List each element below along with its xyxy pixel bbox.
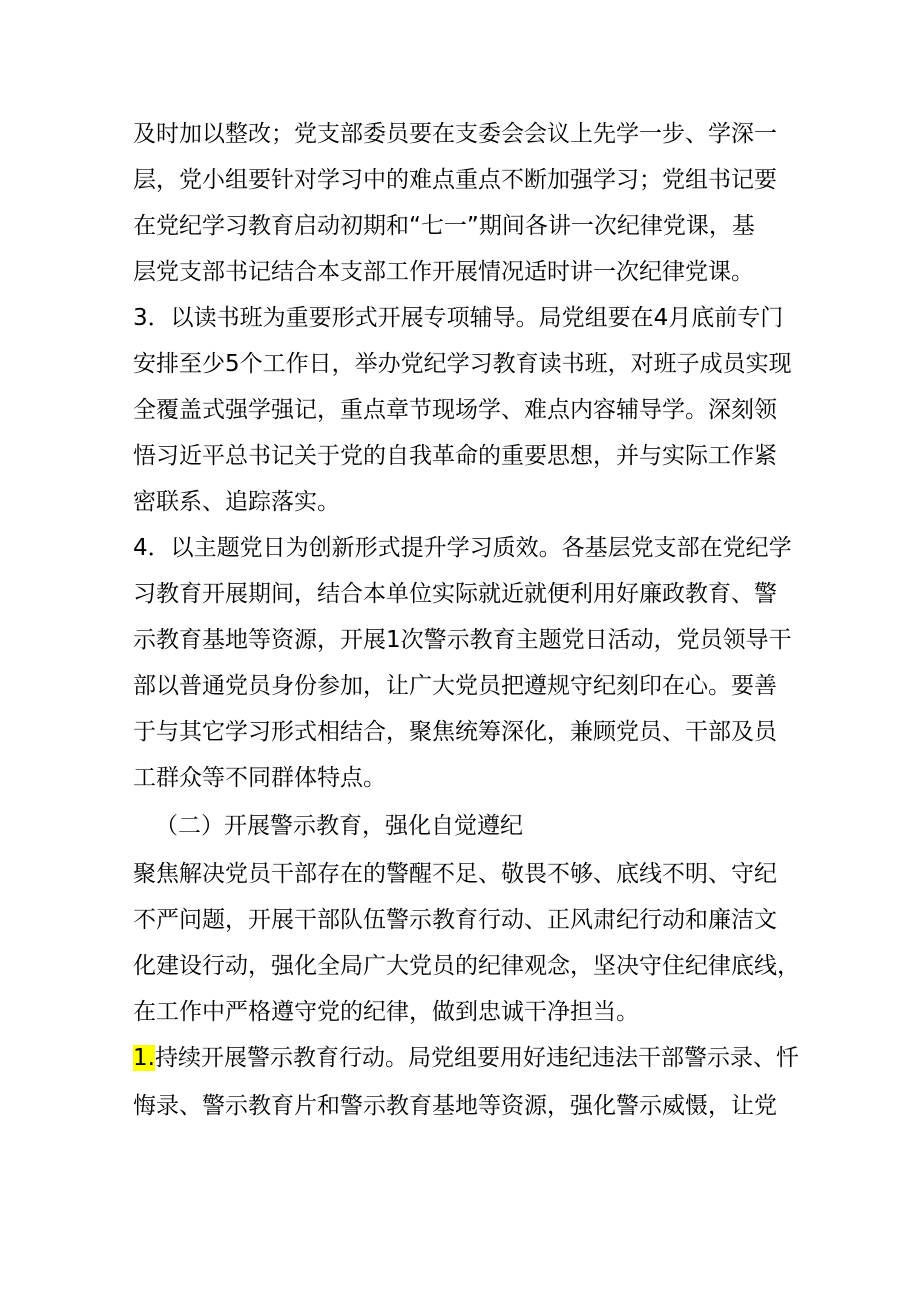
text-line-continuation: 持续开展警示教育行动。局党组要用好违纪违法干部警示录、忏 (154, 1045, 799, 1071)
text-line: 化建设行动，强化全局广大党员的纪律观念，坚决守住纪律底线， (133, 953, 800, 979)
text-line (133, 1038, 803, 1078)
text-line: 安排至少5个工作日，举办党纪学习教育读书班，对班子成员实现 (133, 351, 792, 377)
text-line: 在工作中严格遵守党的纪律，做到忠诚干净担当。 (133, 999, 639, 1025)
text-line: 及时加以整改；党支部委员要在支委会会议上先学一步、学深一 (133, 121, 777, 147)
text-line: 于与其它学习形式相结合，聚焦统筹深化，兼顾党员、干部及员 (133, 719, 777, 745)
highlighted-number: 1. (133, 1045, 155, 1071)
text-line: 聚焦解决党员干部存在的警醒不足、敬畏不够、底线不明、守纪 (133, 861, 777, 887)
text-line: 不严问题，开展干部队伍警示教育行动、正风肃纪行动和廉洁文 (133, 907, 777, 933)
text-line: 密联系、追踪落实。 (133, 489, 340, 515)
text-line: 层，党小组要针对学习中的难点重点不断加强学习；党组书记要 (133, 167, 777, 193)
text-line: 4．以主题党日为创新形式提升学习质效。各基层党支部在党纪学 (133, 535, 792, 561)
text-line: 悟习近平总书记关于党的自我革命的重要思想，并与实际工作紧 (133, 443, 777, 469)
text-line: 在党纪学习教育启动初期和“七一”期间各讲一次纪律党课，基 (133, 213, 755, 239)
text-line: 全覆盖式强学强记，重点章节现场学、难点内容辅导学。深刻领 (133, 397, 777, 423)
text-line: 3．以读书班为重要形式开展专项辅导。局党组要在4月底前专门 (133, 305, 784, 331)
text-line: 示教育基地等资源，开展1次警示教育主题党日活动，党员领导干 (133, 627, 792, 653)
text-line: 习教育开展期间，结合本单位实际就近就便利用好廉政教育、警 (133, 581, 777, 607)
text-line: 部以普通党员身份参加，让广大党员把遵规守纪刻印在心。要善 (133, 673, 777, 699)
text-line: 悔录、警示教育片和警示教育基地等资源，强化警示威慑，让党 (133, 1093, 777, 1119)
text-line: 工群众等不同群体特点。 (133, 765, 386, 791)
section-heading: （二）开展警示教育，强化自觉遵纪 (155, 813, 523, 839)
text-line: 层党支部书记结合本支部工作开展情况适时讲一次纪律党课。 (133, 259, 754, 285)
